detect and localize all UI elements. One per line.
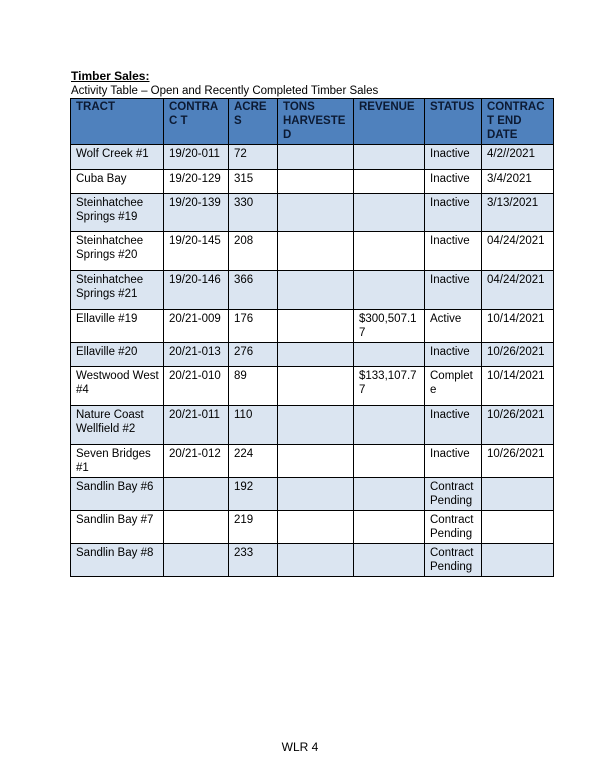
header-revenue: REVENUE [354, 99, 425, 145]
acres-cell: 224 [229, 445, 278, 478]
revenue-cell [354, 232, 425, 271]
status-cell: Inactive [425, 271, 482, 310]
status-cell: Inactive [425, 194, 482, 232]
acres-cell: 276 [229, 343, 278, 367]
table-row [71, 445, 554, 478]
table-caption: Activity Table – Open and Recently Completed Timber Sales [71, 85, 379, 97]
tons-harvested-cell [278, 478, 354, 511]
table-header-row [71, 99, 554, 145]
acres-cell: 219 [229, 511, 278, 544]
contract-cell: 19/20-129 [164, 170, 229, 194]
tons-harvested-cell [278, 511, 354, 544]
tract-cell: Wolf Creek #1 [71, 145, 164, 170]
revenue-cell [354, 170, 425, 194]
contract-cell [164, 478, 229, 511]
status-cell: Contract Pending [425, 511, 482, 544]
acres-cell: 72 [229, 145, 278, 170]
table-row [71, 310, 554, 343]
revenue-cell [354, 544, 425, 577]
revenue-cell [354, 194, 425, 232]
tons-harvested-cell [278, 406, 354, 445]
tract-cell: Sandlin Bay #6 [71, 478, 164, 511]
contract-end-date-cell: 10/14/2021 [482, 367, 554, 406]
status-cell: Active [425, 310, 482, 343]
section-heading: Timber Sales: [71, 69, 150, 83]
contract-end-date-cell: 3/13/2021 [482, 194, 554, 232]
header-tons-harvested: TONS HARVESTED [278, 99, 354, 145]
acres-cell: 315 [229, 170, 278, 194]
contract-end-date-cell: 10/14/2021 [482, 310, 554, 343]
acres-cell: 366 [229, 271, 278, 310]
header-tract: TRACT [71, 99, 164, 145]
status-cell: Inactive [425, 445, 482, 478]
tract-cell: Westwood West #4 [71, 367, 164, 406]
tons-harvested-cell [278, 271, 354, 310]
contract-cell: 19/20-146 [164, 271, 229, 310]
tract-cell: Steinhatchee Springs #20 [71, 232, 164, 271]
header-contract-end-date: CONTRACT END DATE [482, 99, 554, 145]
revenue-cell [354, 478, 425, 511]
revenue-cell [354, 145, 425, 170]
revenue-cell [354, 343, 425, 367]
contract-end-date-cell: 10/26/2021 [482, 406, 554, 445]
table-row [71, 544, 554, 577]
status-cell: Contract Pending [425, 544, 482, 577]
tons-harvested-cell [278, 194, 354, 232]
tons-harvested-cell [278, 343, 354, 367]
revenue-cell [354, 445, 425, 478]
contract-end-date-cell: 04/24/2021 [482, 232, 554, 271]
status-cell: Inactive [425, 145, 482, 170]
contract-cell: 19/20-139 [164, 194, 229, 232]
acres-cell: 208 [229, 232, 278, 271]
header-acres: ACRES [229, 99, 278, 145]
status-cell: Inactive [425, 232, 482, 271]
status-cell: Inactive [425, 170, 482, 194]
page-footer: WLR 4 [281, 740, 319, 754]
revenue-cell [354, 271, 425, 310]
tract-cell: Cuba Bay [71, 170, 164, 194]
tract-cell: Sandlin Bay #7 [71, 511, 164, 544]
contract-end-date-cell: 04/24/2021 [482, 271, 554, 310]
contract-end-date-cell: 10/26/2021 [482, 343, 554, 367]
status-cell: Contract Pending [425, 478, 482, 511]
tons-harvested-cell [278, 310, 354, 343]
contract-cell: 20/21-012 [164, 445, 229, 478]
status-cell: Complete [425, 367, 482, 406]
table-row [71, 343, 554, 367]
tons-harvested-cell [278, 232, 354, 271]
tract-cell: Sandlin Bay #8 [71, 544, 164, 577]
contract-cell: 20/21-013 [164, 343, 229, 367]
contract-end-date-cell: 4/2//2021 [482, 145, 554, 170]
table-row [71, 232, 554, 271]
contract-cell: 19/20-011 [164, 145, 229, 170]
table-row [71, 170, 554, 194]
tons-harvested-cell [278, 445, 354, 478]
table-row [71, 406, 554, 445]
acres-cell: 233 [229, 544, 278, 577]
revenue-cell: $300,507.17 [354, 310, 425, 343]
contract-end-date-cell [482, 478, 554, 511]
revenue-cell [354, 406, 425, 445]
tract-cell: Nature Coast Wellfield #2 [71, 406, 164, 445]
acres-cell: 110 [229, 406, 278, 445]
contract-end-date-cell: 10/26/2021 [482, 445, 554, 478]
tract-cell: Steinhatchee Springs #19 [71, 194, 164, 232]
contract-end-date-cell: 3/4/2021 [482, 170, 554, 194]
timber-sales-table [70, 98, 554, 577]
contract-cell: 20/21-009 [164, 310, 229, 343]
acres-cell: 176 [229, 310, 278, 343]
tons-harvested-cell [278, 367, 354, 406]
acres-cell: 89 [229, 367, 278, 406]
table-body [71, 145, 554, 577]
contract-cell: 20/21-010 [164, 367, 229, 406]
status-cell: Inactive [425, 406, 482, 445]
tons-harvested-cell [278, 544, 354, 577]
tract-cell: Ellaville #19 [71, 310, 164, 343]
acres-cell: 192 [229, 478, 278, 511]
tract-cell: Seven Bridges #1 [71, 445, 164, 478]
table-row [71, 367, 554, 406]
tract-cell: Ellaville #20 [71, 343, 164, 367]
contract-cell [164, 511, 229, 544]
acres-cell: 330 [229, 194, 278, 232]
header-contract: CONTRAC T [164, 99, 229, 145]
contract-cell: 20/21-011 [164, 406, 229, 445]
table-row [71, 145, 554, 170]
revenue-cell [354, 511, 425, 544]
table-row [71, 478, 554, 511]
tract-cell: Steinhatchee Springs #21 [71, 271, 164, 310]
header-status: STATUS [425, 99, 482, 145]
revenue-cell: $133,107.77 [354, 367, 425, 406]
table-row [71, 194, 554, 232]
contract-cell: 19/20-145 [164, 232, 229, 271]
status-cell: Inactive [425, 343, 482, 367]
table-row [71, 271, 554, 310]
tons-harvested-cell [278, 170, 354, 194]
table-row [71, 511, 554, 544]
contract-end-date-cell [482, 544, 554, 577]
contract-cell [164, 544, 229, 577]
tons-harvested-cell [278, 145, 354, 170]
contract-end-date-cell [482, 511, 554, 544]
